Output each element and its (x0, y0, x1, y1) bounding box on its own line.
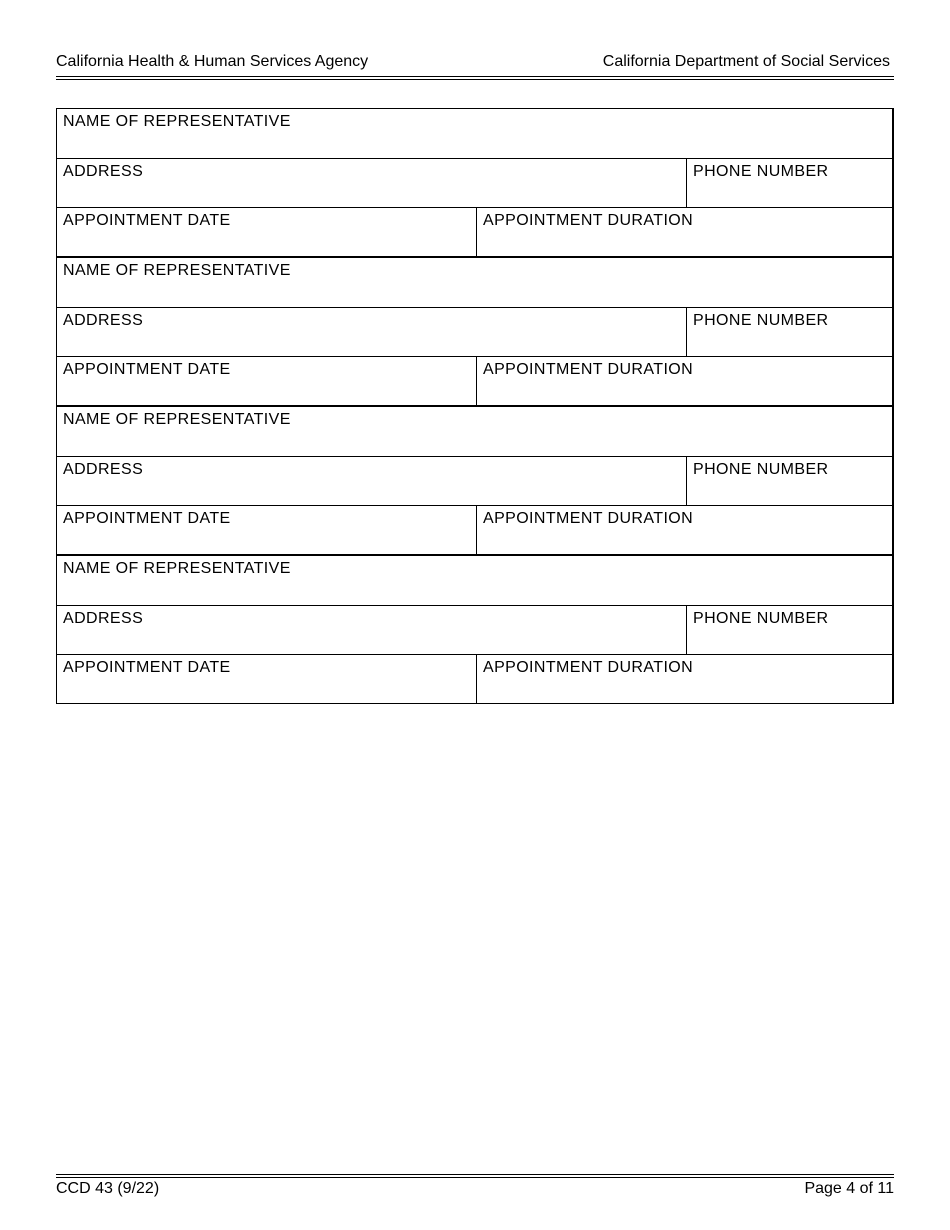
header-rule-bottom (56, 79, 894, 80)
appointment-duration-field[interactable]: APPOINTMENT DURATION (476, 357, 892, 405)
agency-name: California Health & Human Services Agency (56, 53, 369, 70)
page-number: Page 4 of 11 (804, 1180, 894, 1197)
name-row (57, 258, 892, 307)
representative-name-field[interactable]: NAME OF REPRESENTATIVE (63, 262, 291, 279)
department-name: California Department of Social Services (602, 53, 890, 70)
appointment-duration-field[interactable]: APPOINTMENT DURATION (476, 655, 892, 703)
appointment-row (57, 505, 892, 554)
address-row (57, 158, 892, 207)
appointment-date-field[interactable]: APPOINTMENT DATE (63, 361, 231, 378)
phone-number-field[interactable]: PHONE NUMBER (686, 159, 892, 207)
representatives-form (56, 108, 894, 704)
representative-name-field[interactable]: NAME OF REPRESENTATIVE (63, 560, 291, 577)
appointment-row (57, 654, 892, 703)
representative-name-field[interactable]: NAME OF REPRESENTATIVE (63, 113, 291, 130)
representative-group (57, 256, 892, 405)
appointment-date-field[interactable]: APPOINTMENT DATE (63, 659, 231, 676)
phone-number-field[interactable]: PHONE NUMBER (686, 308, 892, 356)
appointment-row (57, 356, 892, 405)
phone-number-field[interactable]: PHONE NUMBER (686, 606, 892, 654)
name-row (57, 109, 892, 158)
address-field[interactable]: ADDRESS (63, 163, 144, 180)
address-row (57, 456, 892, 505)
representative-name-field[interactable]: NAME OF REPRESENTATIVE (63, 411, 291, 428)
appointment-duration-field[interactable]: APPOINTMENT DURATION (476, 208, 892, 256)
address-row (57, 307, 892, 356)
name-row (57, 407, 892, 456)
phone-number-field[interactable]: PHONE NUMBER (686, 457, 892, 505)
representative-group (57, 109, 892, 256)
footer-rule-top (56, 1174, 894, 1175)
address-field[interactable]: ADDRESS (63, 610, 144, 627)
appointment-date-field[interactable]: APPOINTMENT DATE (63, 212, 231, 229)
form-id: CCD 43 (9/22) (56, 1180, 160, 1197)
address-row (57, 605, 892, 654)
header-rule-top (56, 76, 894, 77)
appointment-row (57, 207, 892, 256)
footer-rule-bottom (56, 1177, 894, 1178)
name-row (57, 556, 892, 605)
representative-group (57, 554, 892, 703)
representative-group (57, 405, 892, 554)
address-field[interactable]: ADDRESS (63, 461, 144, 478)
address-field[interactable]: ADDRESS (63, 312, 144, 329)
appointment-date-field[interactable]: APPOINTMENT DATE (63, 510, 231, 527)
appointment-duration-field[interactable]: APPOINTMENT DURATION (476, 506, 892, 554)
